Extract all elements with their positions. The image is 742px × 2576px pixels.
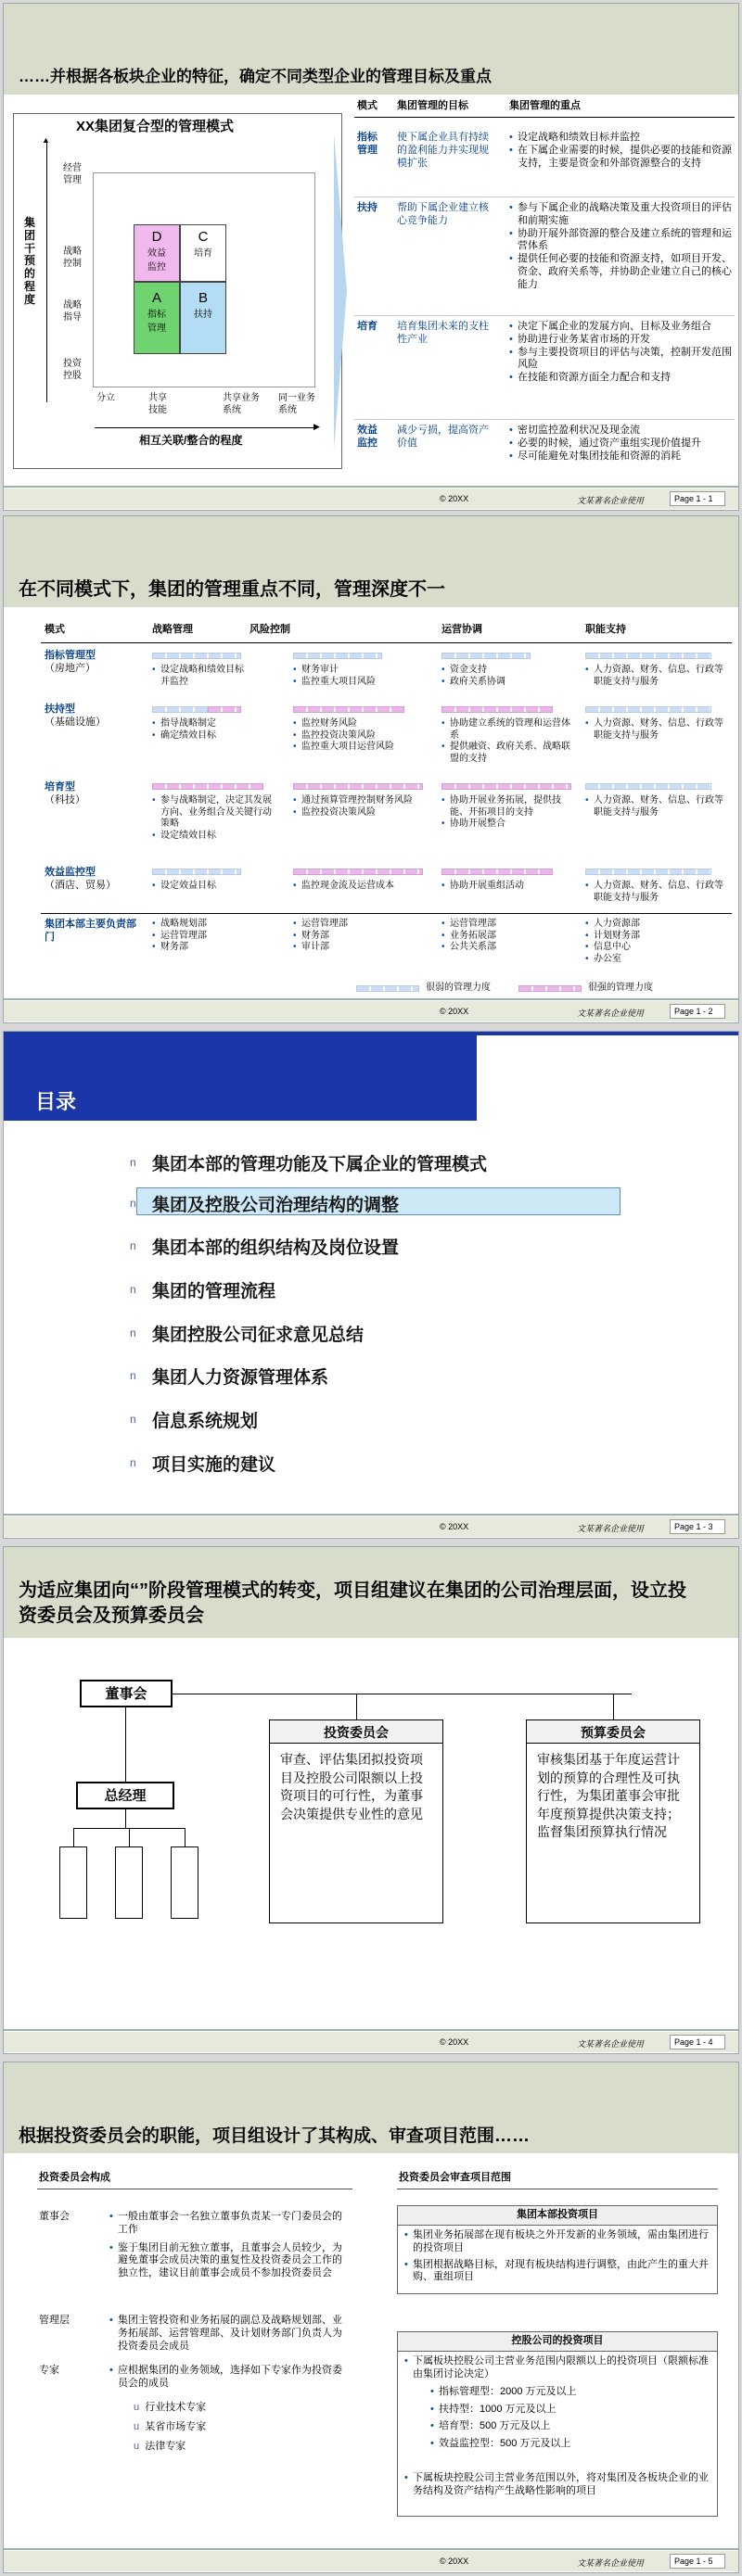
list-item: • 计划财务部 [585, 931, 724, 943]
copyright: © 20XX [440, 2557, 469, 2566]
list-item: • 设定绩效目标 [152, 831, 273, 843]
list-item: • 参与主要投资项目的评估与决策，控制开发范围风险 [509, 347, 736, 373]
strength-bar [152, 783, 263, 790]
cell [585, 881, 724, 904]
row1-mode: 指标管理 [357, 132, 377, 156]
x-axis-arrow: ▶ [313, 422, 320, 431]
right-section-title: 投资委员会审查项目范围 [399, 2172, 511, 2183]
row-divider [354, 315, 735, 316]
footer-rule [4, 2029, 738, 2031]
cell-c [180, 224, 226, 282]
cell [152, 881, 273, 893]
connector [125, 1809, 126, 1828]
list-item: • 决定下属企业的发展方向、目标及业务组合 [509, 321, 736, 334]
footer [4, 2032, 738, 2052]
company: 文某著名企业使用 [577, 2558, 645, 2568]
list-item: • 指导战略制定 [152, 718, 282, 730]
strength-bar [293, 869, 423, 875]
list-item: • 协助建立系统的管理和运营体系 [441, 718, 571, 742]
y-axis-label: 集团干预的程度 [24, 216, 36, 306]
budget-title: 预算委员会 [581, 1725, 646, 1740]
board-label: 董事会 [105, 1686, 147, 1702]
list-item: • 参与下属企业的战略决策及重大投资项目的评估和前期实施 [509, 202, 736, 228]
row-sub: （房地产） [45, 663, 96, 674]
row2-points [509, 202, 736, 291]
list-item: • 运营管理部 [293, 919, 432, 931]
bullet-icon: n [130, 1369, 136, 1382]
cell-b-text: 扶持 [194, 310, 212, 320]
y-label-2: 战略控制 [63, 247, 82, 269]
footer-rule [4, 486, 738, 488]
list-item: • 运营管理部 [152, 931, 273, 943]
row-divider [41, 913, 732, 914]
footer-rule [4, 2548, 738, 2550]
list-item: • 战略规划部 [152, 919, 273, 931]
list-item: • 协助开展整合 [441, 818, 571, 831]
col-header-mode: 模式 [45, 624, 65, 635]
cell-a [134, 282, 180, 354]
sub-item-text: 行业技术专家 [145, 2402, 207, 2413]
connector [125, 1707, 126, 1782]
list-item: • 鉴于集团目前无独立董事，且董事会人员较少，为避免董事会成员决策的重复性及投资委员会工作的独立性，建议目前董事会成员不参加投资委员会 [109, 2242, 351, 2280]
bullet-icon: n [130, 1197, 136, 1210]
dept-box [115, 1846, 143, 1919]
list-item: • 通过预算管理控制财务风险 [293, 795, 432, 807]
cell [293, 795, 432, 818]
row2-mode: 扶持 [357, 202, 377, 213]
list-item: • 运营管理部 [441, 919, 571, 931]
sub-outro [404, 2472, 710, 2498]
list-item: • 办公室 [585, 954, 724, 966]
bullet-icon: n [130, 1283, 136, 1296]
list-item: • 指标管理型：2000 万元及以上 [430, 2383, 690, 2401]
copyright: © 20XX [440, 494, 469, 503]
slide-5 [3, 2062, 739, 2573]
sub-item [134, 2437, 206, 2456]
strength-bar [441, 783, 571, 790]
list-item: • 人力资源部 [585, 919, 724, 931]
toc-title: 目录 [35, 1090, 77, 1113]
sub-intro [404, 2355, 710, 2381]
list-item: • 人力资源、财务、信息、行政等职能支持与服务 [585, 665, 724, 688]
y-label-4: 投资控股 [63, 359, 82, 381]
cell [293, 881, 432, 893]
list-item: • 提供任何必要的技能和资源支持，如项目开发、资金、政府关系等，并协助企业建立自己的核心能力 [509, 253, 736, 291]
list-item: • 尽可能避免对集团技能和资源的消耗 [509, 450, 736, 463]
table-header-goal: 集团管理的目标 [397, 100, 468, 111]
col-header-risk: 风险控制 [249, 624, 290, 635]
company: 文某著名企业使用 [577, 496, 645, 505]
table-header-rule [41, 642, 732, 643]
list-item: • 协助进行业务某省市场的开发 [509, 334, 736, 347]
matrix-title: XX集团复合型的管理模式 [76, 119, 235, 134]
cell [441, 665, 571, 688]
list-item: • 提供融资、政府关系、战略联盟的支持 [441, 742, 571, 765]
strength-bar [585, 653, 711, 659]
row4-mode: 效益监控 [357, 425, 377, 449]
row4-goal: 减少亏损，提高资产价值 [397, 425, 489, 449]
strength-bar [441, 869, 553, 875]
legend-strong-label: 很强的管理力度 [588, 983, 653, 993]
company: 文某著名企业使用 [577, 1009, 645, 1018]
list-item: • 参与战略制定，决定其发展方向、业务组合及关键行动策略 [152, 795, 273, 831]
sub-item [134, 2417, 206, 2437]
x-axis-label: 相互关联/整合的程度 [139, 434, 243, 447]
strength-bar [441, 706, 553, 713]
toc-item[interactable]: 项目实施的建议 [152, 1455, 276, 1475]
list-item: • 监控投资决策风险 [293, 807, 432, 819]
toc-item[interactable]: 集团本部的组织结构及岗位设置 [152, 1238, 400, 1258]
invest-text: 审查、评估集团拟投资项目及控股公司限额以上投资项目的可行性，为董事会决策提供专业性的意见 [280, 1752, 423, 1821]
list-item: • 财务审计 [293, 665, 423, 677]
bullet-icon: u [134, 2402, 146, 2413]
list-item: • 设定战略和绩效目标并监控 [152, 665, 245, 688]
list-item: • 下属板块控股公司主营业务范围内限额以上的投资项目（限额标准由集团讨论决定） [404, 2355, 710, 2381]
dept-row-label: 集团本部主要负责部门 [45, 919, 136, 943]
page-number: Page 1 - 2 [670, 1004, 725, 1019]
row-sub: （酒店、贸易） [45, 880, 116, 891]
cell [293, 718, 432, 754]
x-label-1: 分立 [96, 393, 115, 403]
list-item: • 协助开展重组活动 [441, 881, 571, 893]
footer [4, 1001, 738, 1022]
list-item: • 下属板块控股公司主营业务范围以外，将对集团及各板块企业的业务结构及资产结构产生战略性影响的项目 [404, 2472, 710, 2498]
row-sub: （基础设施） [45, 717, 106, 728]
list-item: • 业务拓展部 [441, 931, 571, 943]
slide-title: 为适应集团向“”阶段管理模式的转变，项目组建议在集团的公司治理层面，设立投资委员会及预算委员会 [19, 1580, 686, 1626]
cell-d [134, 224, 180, 282]
list-item: • 人力资源、财务、信息、行政等职能支持与服务 [585, 795, 724, 818]
dept-box [59, 1846, 87, 1919]
toc-item-active[interactable]: 集团及控股公司治理结构的调整 [152, 1196, 400, 1215]
bullet-icon: n [130, 1239, 136, 1252]
row2-goal: 帮助下属企业建立核心竞争能力 [397, 202, 489, 226]
list-item: • 监控财务风险 [293, 718, 432, 730]
toc-banner-ext [477, 1032, 739, 1035]
cell [441, 795, 571, 831]
list-item: • 集团业务拓展部在现有板块之外开发新的业务领域，需由集团进行的投资项目 [404, 2229, 710, 2255]
table-header-mode: 模式 [357, 100, 377, 111]
list-item: • 审计部 [293, 942, 432, 954]
connector [73, 1828, 74, 1846]
list-item: • 政府关系协调 [441, 677, 571, 689]
row-mode: 扶持型 [45, 704, 75, 715]
row-mode: 培育型 [45, 781, 75, 793]
strength-bar [293, 706, 404, 713]
cell [585, 919, 724, 965]
col-header-ops: 运营协调 [441, 624, 482, 635]
footer-rule [4, 998, 738, 1000]
cell-b [180, 282, 226, 354]
footer [4, 489, 738, 509]
cell [441, 881, 571, 893]
list-item: • 设定效益目标 [152, 881, 273, 893]
cell [293, 919, 432, 954]
bullet-icon: n [130, 1456, 136, 1469]
left-items [109, 2365, 351, 2391]
list-item: • 人力资源、财务、信息、行政等职能支持与服务 [585, 881, 724, 904]
invest-title: 投资委员会 [324, 1725, 389, 1740]
page-number: Page 1 - 1 [670, 491, 725, 506]
list-item: • 确定绩效目标 [152, 730, 282, 742]
row4-points [509, 425, 736, 463]
legend-strong-swatch [518, 985, 582, 992]
slide-3 [3, 1031, 739, 1539]
list-item: • 在技能和资源方面全力配合和支持 [509, 372, 736, 385]
left-section-title: 投资委员会构成 [39, 2172, 110, 2183]
cell [441, 919, 571, 954]
list-item: • 在下属企业需要的时候，提供必要的技能和资源支持，主要是资金和外部资源整合的支持 [509, 145, 736, 171]
strength-bar [293, 783, 423, 790]
cell-b-letter: B [198, 290, 208, 306]
sub-title: 控股公司的投资项目 [511, 2335, 604, 2346]
cell-a-text: 指标管理 [147, 310, 166, 334]
x-label-4: 同一业务系统 [278, 393, 315, 415]
row-mode: 指标管理型 [45, 650, 96, 661]
dept-box [171, 1846, 198, 1919]
sub-item-text: 法律专家 [145, 2440, 186, 2452]
gm-label: 总经理 [104, 1788, 147, 1804]
bullet-icon: n [130, 1413, 136, 1426]
legend-weak-label: 很弱的管理力度 [426, 983, 491, 993]
footer-rule [4, 1514, 738, 1516]
cell [585, 795, 724, 818]
strength-bar [293, 653, 382, 659]
footer [4, 1516, 738, 1537]
strength-bar [585, 706, 711, 713]
budget-text: 审核集团基于年度运营计划的预算的合理性及可执行性，为集团董事会审批年度预算提供决策支持；监督集团预算执行情况 [537, 1752, 680, 1840]
toc-item[interactable]: 集团控股公司征求意见总结 [152, 1326, 365, 1345]
list-item: • 监控重大项目运营风险 [293, 742, 432, 754]
list-item: • 财务部 [293, 931, 432, 943]
list-item: • 扶持型：1000 万元及以上 [430, 2401, 690, 2418]
sub-item [134, 2398, 206, 2417]
col-header-strategy: 战略管理 [152, 624, 193, 635]
strength-bar [152, 706, 208, 713]
row-divider [354, 419, 735, 420]
page-number: Page 1 - 4 [670, 2035, 725, 2049]
list-item: • 效益监控型：500 万元及以上 [430, 2435, 690, 2453]
cell [585, 718, 724, 742]
toc-item[interactable]: 信息系统规划 [152, 1412, 259, 1431]
list-item: • 资金支持 [441, 665, 571, 677]
page-number: Page 1 - 3 [670, 1519, 725, 1534]
cell-c-letter: C [198, 229, 209, 245]
bullet-icon: n [130, 1156, 136, 1169]
row-sub: （科技） [45, 794, 85, 806]
company: 文某著名企业使用 [577, 2039, 645, 2049]
toc-item[interactable]: 集团本部的管理功能及下属企业的管理模式 [152, 1155, 488, 1174]
strength-bar [152, 869, 241, 875]
strength-bar [152, 653, 241, 659]
company: 文某著名企业使用 [577, 1524, 645, 1533]
cell [441, 718, 571, 765]
table-header-rule [354, 117, 735, 118]
left-items [109, 2315, 351, 2353]
cell [152, 919, 273, 954]
left-label: 专家 [39, 2365, 59, 2376]
y-axis-arrow: ▲ [42, 135, 50, 145]
y-label-3: 战略指导 [63, 300, 82, 323]
row3-points [509, 321, 736, 385]
footer [4, 2551, 738, 2571]
cell [293, 665, 423, 688]
list-item: • 设定战略和绩效目标并监控 [509, 132, 736, 145]
table-header-points: 集团管理的重点 [509, 100, 581, 111]
list-item: • 协助开展外部资源的整合及建立系统的管理和运营体系 [509, 228, 736, 254]
connector [613, 1694, 614, 1719]
x-label-3: 共享业务系统 [223, 393, 260, 415]
left-items [109, 2211, 351, 2280]
sub-item-text: 某省市场专家 [145, 2420, 207, 2432]
cell [585, 665, 724, 688]
sub-thresholds [430, 2383, 690, 2453]
cell-d-text: 效益监控 [147, 248, 166, 273]
list-item: • 应根据集团的业务领域，选择如下专家作为投资委员会的成员 [109, 2365, 351, 2391]
bullet-icon: u [134, 2420, 146, 2432]
page-number: Page 1 - 5 [670, 2554, 725, 2569]
expert-sub-list [134, 2398, 206, 2456]
connector [185, 1828, 186, 1846]
slide-title: ……并根据各板块企业的特征，确定不同类型企业的管理目标及重点 [19, 68, 492, 85]
slide-title: 根据投资委员会的职能，项目组设计了其构成、审查项目范围…… [19, 2126, 531, 2146]
list-item: • 监控投资决策风险 [293, 730, 432, 742]
cell-c-text: 培育 [194, 248, 212, 259]
copyright: © 20XX [440, 1007, 469, 1016]
toc-item[interactable]: 集团的管理流程 [152, 1282, 276, 1301]
row1-goal: 使下属企业具有持续的盈利能力并实现规模扩张 [397, 132, 489, 169]
left-label: 管理层 [39, 2315, 70, 2326]
y-axis-line [46, 143, 47, 402]
slide-title: 在不同模式下，集团的管理重点不同，管理深度不一 [19, 579, 445, 600]
x-label-2: 共享技能 [148, 393, 167, 415]
slide-2 [3, 515, 739, 1023]
list-item: • 一般由董事会一名独立董事负责某一专门委员会的工作 [109, 2211, 351, 2237]
row3-mode: 培育 [357, 321, 377, 332]
strength-bar [208, 706, 241, 713]
bullet-icon: n [130, 1326, 136, 1339]
cell-d-letter: D [151, 229, 162, 245]
hq-items [404, 2229, 710, 2284]
slide-4 [3, 1546, 739, 2054]
toc-item[interactable]: 集团人力资源管理体系 [152, 1368, 329, 1388]
cell-a-letter: A [151, 290, 161, 306]
list-item: • 协助开展业务拓展，提供技能、开拓项目的支持 [441, 795, 571, 818]
list-item: • 信息中心 [585, 942, 724, 954]
connector [129, 1828, 130, 1846]
list-item: • 密切监控盈利状况及现金流 [509, 425, 736, 438]
strength-bar [585, 869, 711, 875]
row-mode: 效益监控型 [45, 867, 96, 878]
x-axis-line [95, 427, 315, 428]
copyright: © 20XX [440, 1522, 469, 1531]
strength-bar [441, 653, 531, 659]
y-label-1: 经营管理 [63, 163, 82, 185]
bullet-icon: u [134, 2440, 146, 2452]
strength-bar [585, 783, 711, 790]
list-item: • 必要的时候，通过资产重组实现价值提升 [509, 438, 736, 450]
legend-weak-swatch [356, 985, 419, 992]
list-item: • 公共关系部 [441, 942, 571, 954]
cell [152, 665, 245, 688]
connector [356, 1694, 357, 1719]
col-header-support: 职能支持 [585, 624, 626, 635]
list-item: • 集团根据战略目标，对现有板块结构进行调整，由此产生的重大并购、重组项目 [404, 2259, 710, 2285]
hq-title: 集团本部投资项目 [517, 2209, 598, 2220]
cell [152, 718, 282, 742]
list-item: • 培育型：500 万元及以上 [430, 2417, 690, 2435]
list-item: • 财务部 [152, 942, 273, 954]
row3-goal: 培育集团未来的支柱性产业 [397, 321, 489, 345]
row1-points [509, 132, 736, 170]
cell [152, 795, 273, 842]
list-item: • 监控重大项目风险 [293, 677, 423, 689]
list-item: • 监控现金流及运营成本 [293, 881, 432, 893]
left-label: 董事会 [39, 2211, 70, 2222]
slide-1 [3, 3, 739, 511]
list-item: • 人力资源、财务、信息、行政等职能支持与服务 [585, 718, 724, 742]
copyright: © 20XX [440, 2037, 469, 2047]
list-item: • 集团主管投资和业务拓展的副总及战略规划部、业务拓展部、运营管理部、及计划财务部门负责人为投资委员会成员 [109, 2315, 351, 2353]
